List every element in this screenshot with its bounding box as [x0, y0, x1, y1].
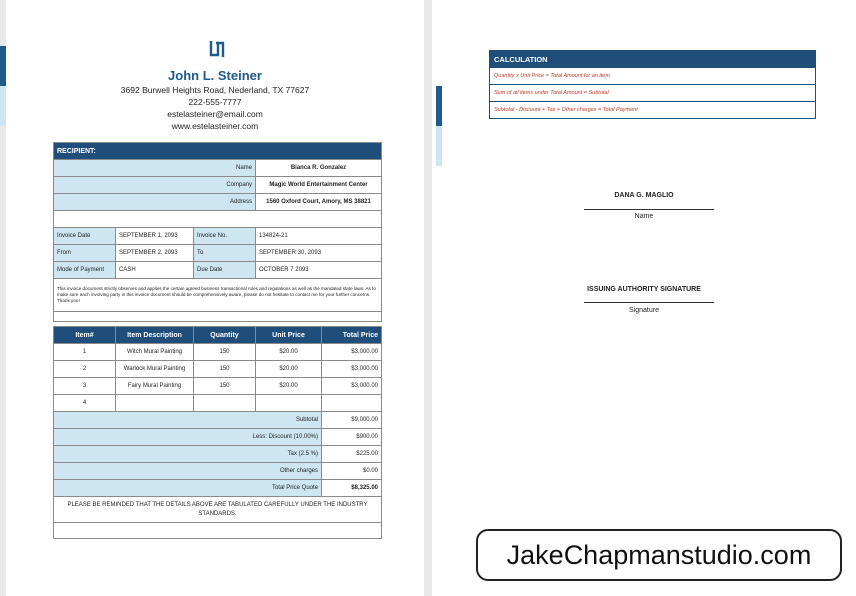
sender-email: estelasteiner@email.com [167, 109, 263, 119]
item-qty [194, 395, 256, 412]
signer-caption: Name [634, 213, 654, 220]
calculation-page [432, 0, 856, 596]
item-unit-price [256, 395, 322, 412]
sender-website: www.estelasteiner.com [171, 121, 259, 131]
item-no: 4 [54, 395, 116, 412]
subtotal-value: $9,000.00 [322, 412, 382, 429]
recipient-company: Magic World Entertainment Center [256, 177, 382, 194]
sender-address: 3692 Burwell Heights Road, Nederland, TX 77627 [120, 85, 310, 95]
tax-value: $225.00 [322, 446, 382, 463]
item-desc: Witch Mural Painting [116, 344, 194, 361]
item-total: $3,000.00 [322, 378, 382, 395]
recipient-header: RECIPIENT: [54, 143, 382, 160]
margin-tab-light [436, 126, 442, 166]
signer-name: DANA G. MAGLIO [614, 192, 674, 199]
authority-caption: Signature [629, 307, 659, 314]
other-charges-label: Other charges [54, 463, 322, 480]
signature-line [584, 209, 714, 210]
notice-text: This invoice document strictly observes and applies the certain agreed business transactional rules and regulations as well as the mandated state laws. As to make sure each involving party in this invoice document should be comprehensively aware, please do not hesitate to contact me for your further concerns. Thank you! [54, 279, 382, 312]
item-no: 3 [54, 378, 116, 395]
item-qty: 150 [194, 361, 256, 378]
margin-tab-dark [436, 86, 442, 126]
item-no: 1 [54, 344, 116, 361]
signature-line [584, 302, 714, 303]
items-header-row [54, 327, 382, 344]
invoice-date-label: Invoice Date [54, 228, 116, 245]
item-unit-price: $20.00 [256, 378, 322, 395]
table-row [54, 378, 382, 395]
table-row [54, 361, 382, 378]
calculation-table [489, 50, 816, 119]
discount-label: Less: Discount (10.00%) [54, 429, 322, 446]
item-qty: 150 [194, 378, 256, 395]
item-total: $3,000.00 [322, 361, 382, 378]
recipient-address-label: Address [54, 194, 256, 211]
item-desc: Fairy Mural Painting [116, 378, 194, 395]
logo-icon [209, 40, 225, 58]
from-label: From [54, 245, 116, 262]
to-date: SEPTEMBER 30, 2093 [256, 245, 382, 262]
total-label: Total Price Quote [54, 480, 322, 497]
due-label: Due Date [194, 262, 256, 279]
other-charges-value: $0.00 [322, 463, 382, 480]
invoice-page [6, 0, 424, 596]
due-date: OCTOBER 7 2093 [256, 262, 382, 279]
calculation-formula: Sum of all items under Total Amount = Subtotal [490, 85, 816, 102]
from-date: SEPTEMBER 2, 2093 [116, 245, 194, 262]
recipient-address: 1560 Oxford Court, Amory, MS 38821 [256, 194, 382, 211]
tax-label: Tax (2.5 %) [54, 446, 322, 463]
item-unit-price: $20.00 [256, 344, 322, 361]
discount-value: $900.00 [322, 429, 382, 446]
col-header: Quantity [194, 327, 256, 344]
invoice-no: 134824-21 [256, 228, 382, 245]
watermark: JakeChapmanstudio.com [476, 529, 842, 581]
spacer-row [54, 211, 382, 228]
subtotal-label: Subtotal [54, 412, 322, 429]
to-label: To [194, 245, 256, 262]
col-header: Unit Price [256, 327, 322, 344]
spacer-row [54, 312, 382, 322]
recipient-table [53, 142, 382, 322]
sender-phone: 222-555-7777 [188, 97, 242, 107]
recipient-name-label: Name [54, 160, 256, 177]
col-header: Item Description [116, 327, 194, 344]
reminder-text: PLEASE BE REMINDED THAT THE DETAILS ABOVE ARE TABULATED CAREFULLY UNDER THE INDUSTRY STANDARDS. [54, 497, 382, 523]
payment-mode: CASH [116, 262, 194, 279]
col-header: Total Price [322, 327, 382, 344]
invoice-date: SEPTEMBER 1, 2093 [116, 228, 194, 245]
sender-name: John L. Steiner [168, 68, 262, 83]
item-total: $3,000.00 [322, 344, 382, 361]
calculation-header: CALCULATION [490, 51, 816, 68]
items-table [53, 326, 382, 539]
table-row [54, 395, 382, 412]
calculation-formula: Subtotal - Discount + Tax + Other charges = Total Payment [490, 102, 816, 119]
total-value: $8,325.00 [322, 480, 382, 497]
recipient-name: Bianca R. Gonzalez [256, 160, 382, 177]
payment-label: Mode of Payment [54, 262, 116, 279]
item-total [322, 395, 382, 412]
recipient-company-label: Company [54, 177, 256, 194]
item-desc: Warlock Mural Painting [116, 361, 194, 378]
col-header: Item# [54, 327, 116, 344]
table-row [54, 344, 382, 361]
item-qty: 150 [194, 344, 256, 361]
invoice-no-label: Invoice No. [194, 228, 256, 245]
calculation-formula: Quantity x Unit Price = Total Amount for an item [490, 68, 816, 85]
item-desc [116, 395, 194, 412]
item-unit-price: $20.00 [256, 361, 322, 378]
spacer-row [54, 523, 382, 539]
authority-title: ISSUING AUTHORITY SIGNATURE [587, 286, 701, 293]
item-no: 2 [54, 361, 116, 378]
